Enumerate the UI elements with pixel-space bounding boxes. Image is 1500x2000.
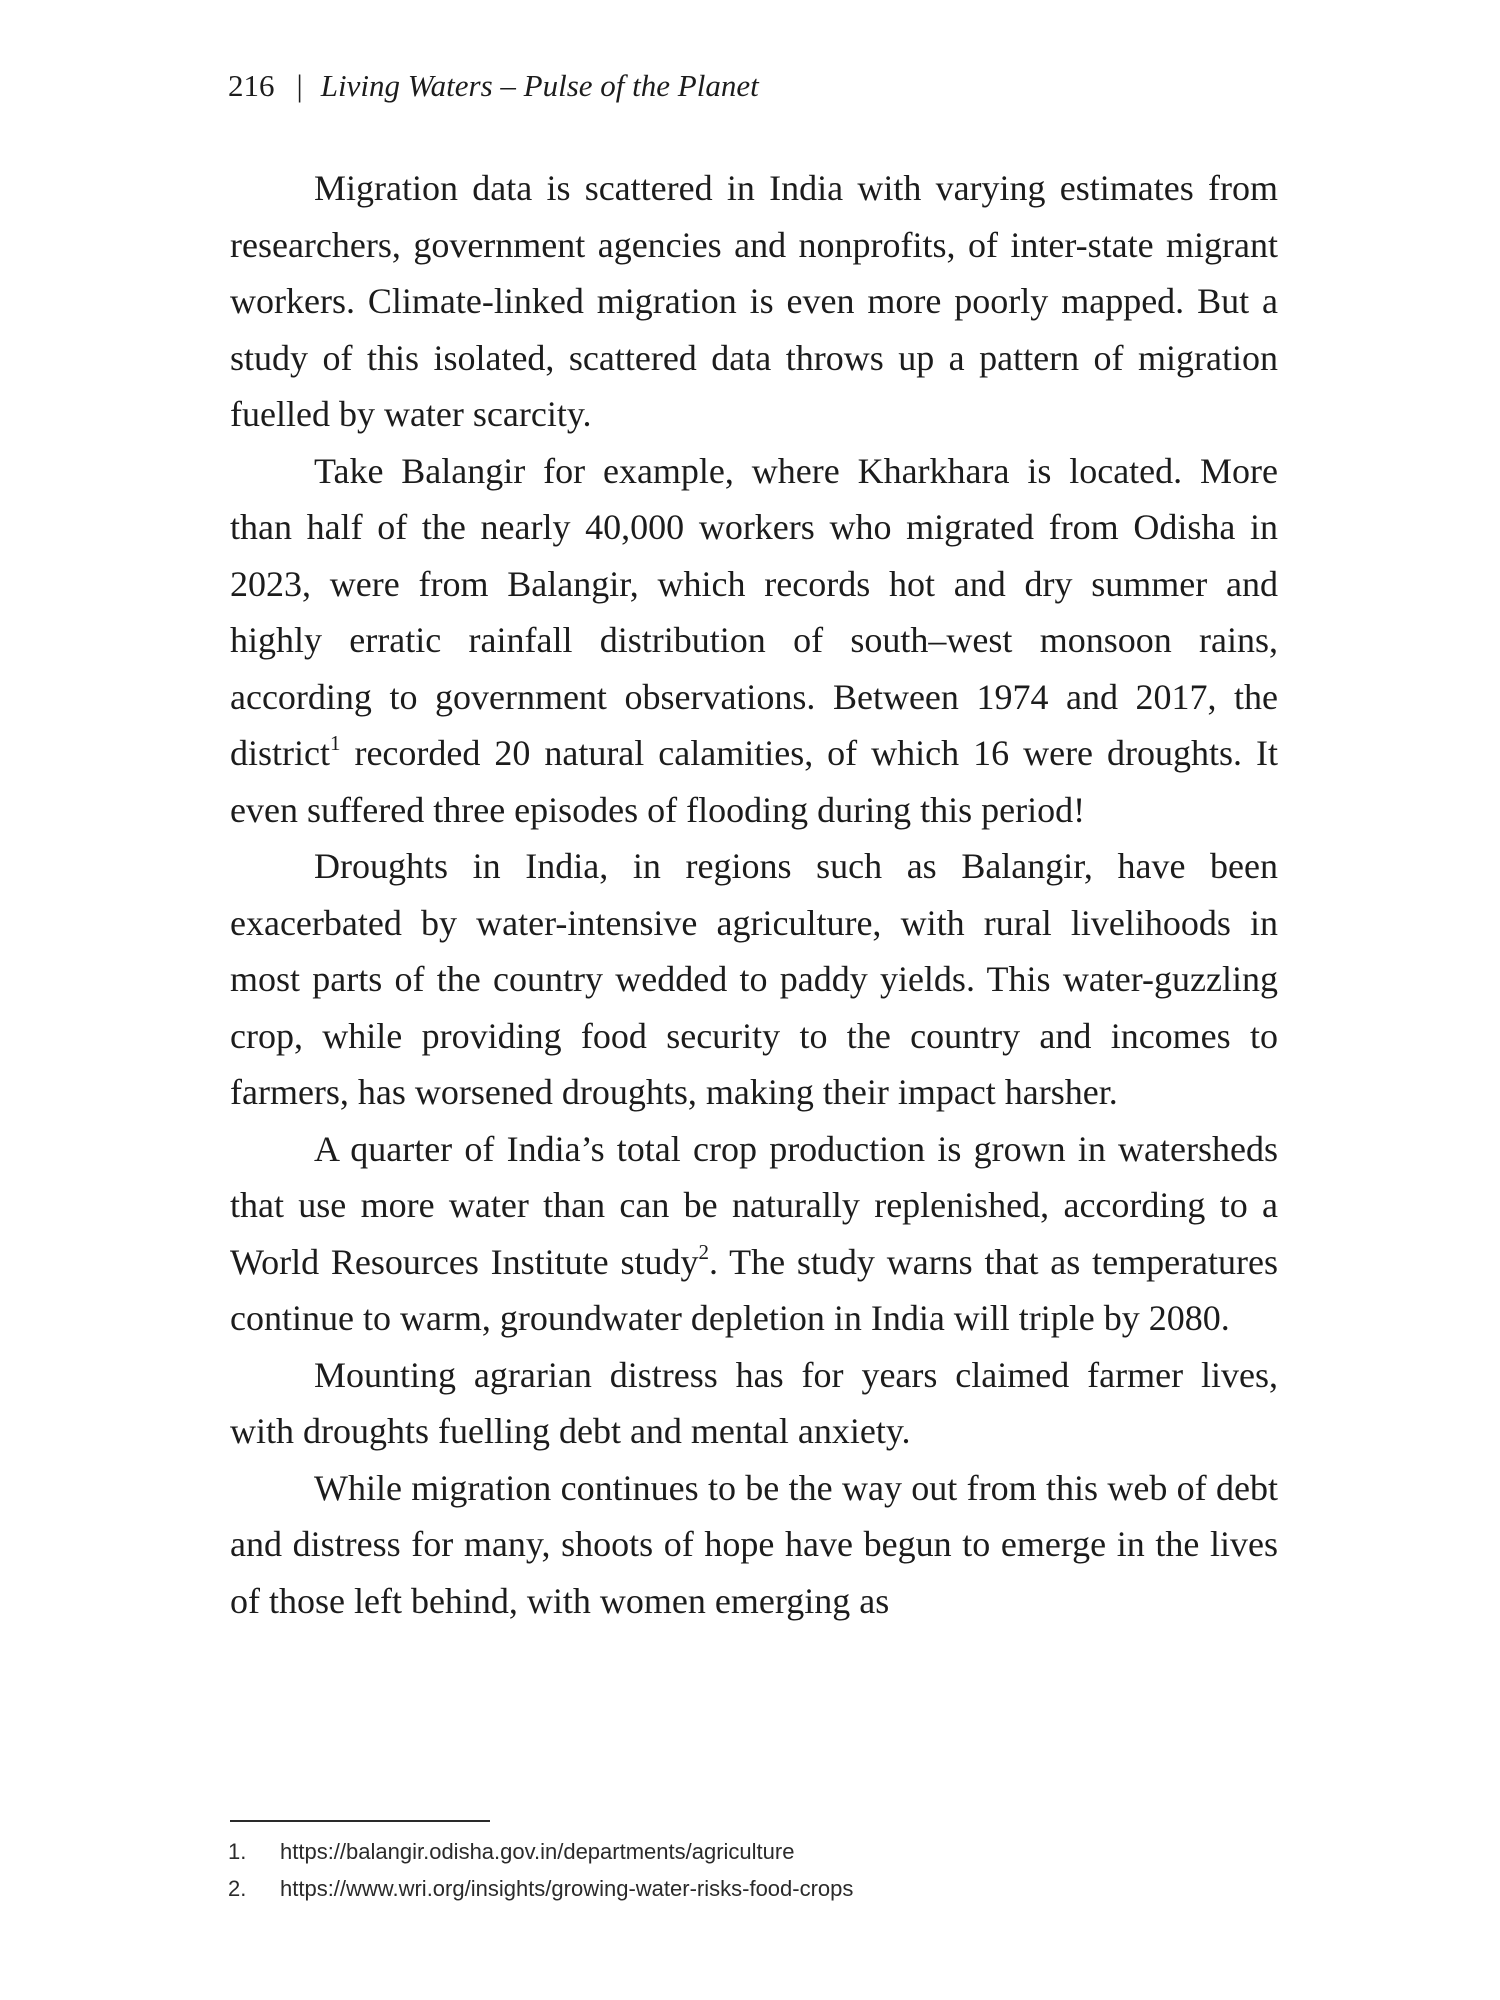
footnote-ref-2: 2 bbox=[698, 1239, 709, 1264]
header-separator: | bbox=[296, 68, 303, 103]
footnote-2 bbox=[228, 1870, 853, 1907]
footnote-number: 1. bbox=[228, 1839, 247, 1864]
body-text bbox=[230, 160, 1278, 1629]
paragraph-migration-data bbox=[230, 160, 1278, 443]
footnote-rule bbox=[230, 1820, 490, 1822]
book-title: Living Waters – Pulse of the Planet bbox=[320, 68, 759, 103]
footnote-url: https://balangir.odisha.gov.in/departments/agriculture bbox=[280, 1839, 795, 1864]
running-head bbox=[228, 66, 759, 106]
paragraph-balangir bbox=[230, 443, 1278, 839]
footnote-number: 2. bbox=[228, 1876, 247, 1901]
footnote-url: https://www.wri.org/insights/growing-water-risks-food-crops bbox=[280, 1876, 854, 1901]
paragraph-crop-production bbox=[230, 1121, 1278, 1347]
paragraph-text: Migration data is scattered in India with varying estimates from researchers, government agencies and nonprofits, of inter-state migrant workers. Climate-linked migration is even more poorly mapped. But a study of this isolated, scattered data throws up a pattern of migration fuelled by water scarcity. bbox=[230, 168, 1278, 434]
paragraph-text: Take Balangir for example, where Kharkhara is located. More than half of the nearly 40,000 workers who migrated from Odisha in 2023, were from Balangir, which records hot and dry summer and highly erratic rainfall distribution of south–west monsoon rains, according to government observations. Between 1974 and 2017, the district bbox=[230, 450, 1278, 773]
paragraph-text: A quarter of India’s total crop production is grown in watersheds that use more water than can be naturally replenished, according to a World Resources Institute study bbox=[230, 1128, 1278, 1282]
paragraph-agrarian-distress bbox=[230, 1347, 1278, 1460]
paragraph-droughts bbox=[230, 838, 1278, 1121]
footnotes bbox=[228, 1833, 853, 1907]
paragraph-text: . The study warns that as temperatures continue to warm, groundwater depletion in India will triple by 2080. bbox=[230, 1241, 1278, 1338]
paragraph-text: recorded 20 natural calamities, of which 16 were droughts. It even suffered three episodes of flooding during this period! bbox=[230, 733, 1278, 830]
page-number: 216 bbox=[228, 68, 275, 103]
paragraph-text: While migration continues to be the way out from this web of debt and distress for many, shoots of hope have begun to emerge in the lives of those left behind, with women emerging as bbox=[230, 1467, 1278, 1621]
footnote-ref-1: 1 bbox=[329, 731, 341, 755]
paragraph-text: Mounting agrarian distress has for years claimed farmer lives, with droughts fuelling debt and mental anxiety. bbox=[230, 1354, 1278, 1451]
paragraph-migration-hope bbox=[230, 1460, 1278, 1630]
footnote-1 bbox=[228, 1833, 853, 1870]
paragraph-text: Droughts in India, in regions such as Balangir, have been exacerbated by water-intensive agriculture, with rural livelihoods in most parts of the country wedded to paddy yields. This water-guzzling crop, while providing food security to the country and incomes to farmers, has worsened droughts, making their impact harsher. bbox=[230, 846, 1278, 1112]
